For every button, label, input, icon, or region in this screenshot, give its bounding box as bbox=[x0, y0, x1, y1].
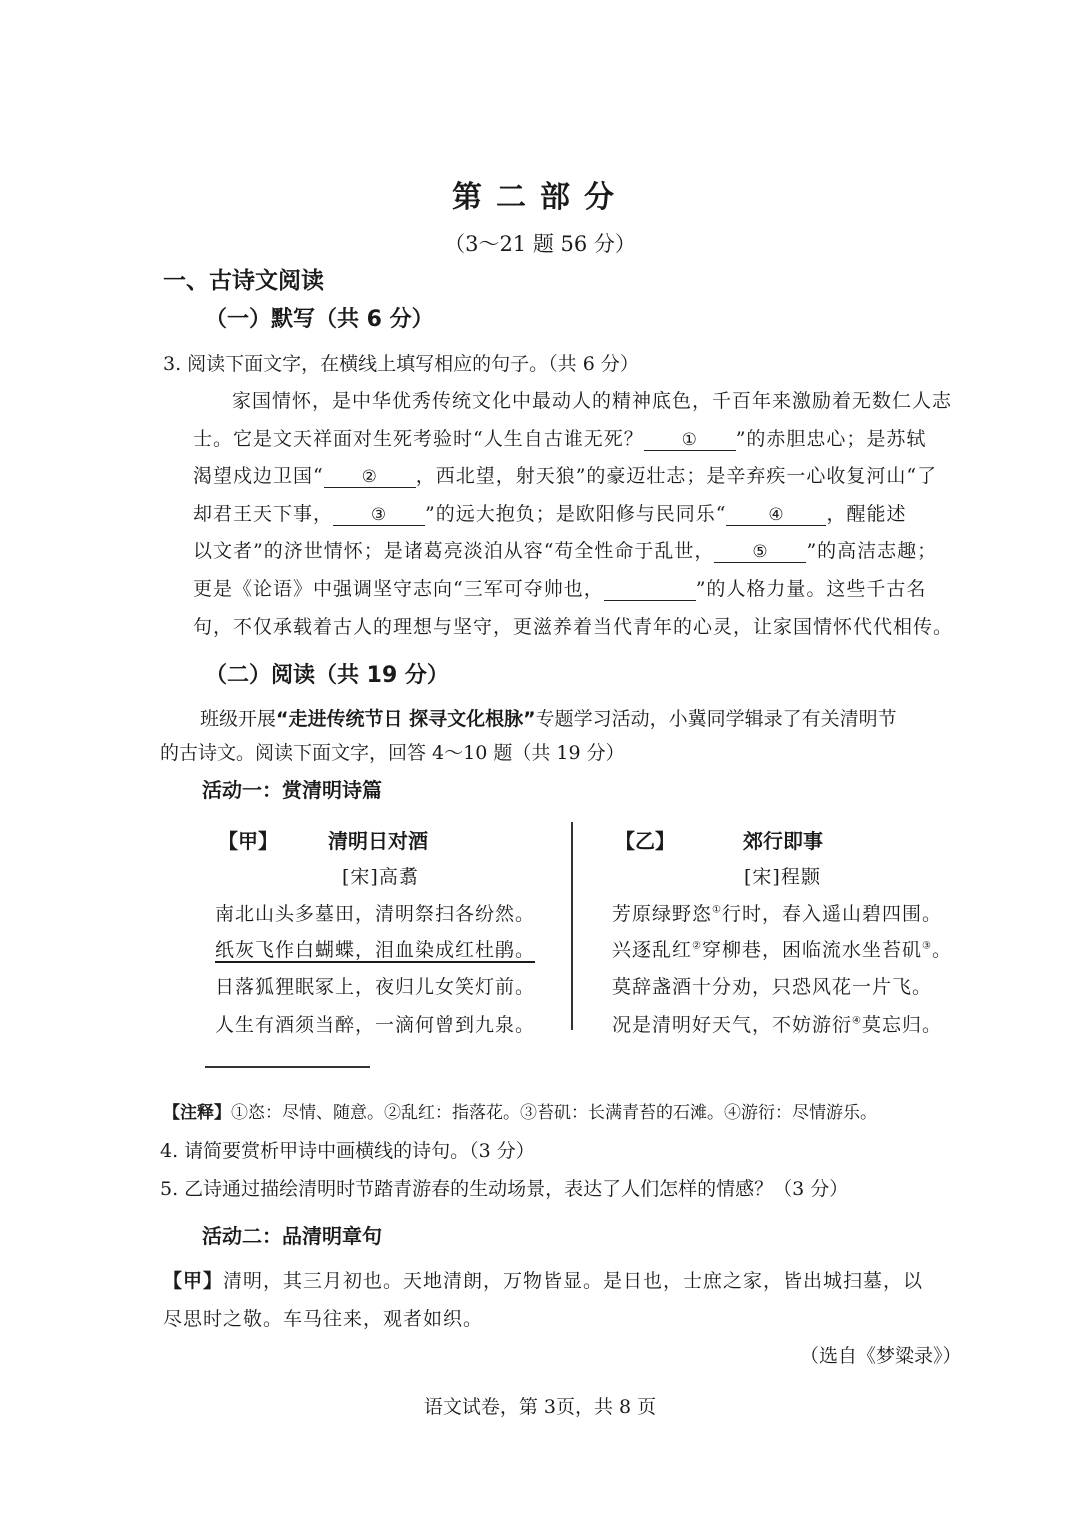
question-4: 4. 请简要赏析甲诗中画横线的诗句。（3 分） bbox=[160, 1140, 535, 1162]
poem-yi-author: [宋]程颢 bbox=[744, 866, 821, 888]
poem-yi-line: 况是清明好天气，不妨游衍④莫忘归。 bbox=[612, 1014, 942, 1036]
subsection-heading-reading: （二）阅读（共 19 分） bbox=[205, 663, 449, 688]
poem-jia-line: 日落狐狸眠冢上，夜归儿女笑灯前。 bbox=[215, 976, 536, 998]
poem-yi-line: 芳原绿野恣①行时，春入遥山碧四围。 bbox=[612, 903, 942, 925]
fill-blank[interactable]: ① bbox=[644, 429, 736, 451]
passage-line: 家国情怀，是中华优秀传统文化中最动人的精神底色，千百年来激励着无数仁人志 bbox=[232, 390, 953, 412]
poem-jia-tag: 【甲】 bbox=[218, 829, 278, 853]
poem-jia-title: 清明日对酒 bbox=[328, 829, 428, 853]
poem-yi-tag: 【乙】 bbox=[615, 829, 675, 853]
poem-jia-author: [宋]高翥 bbox=[342, 866, 419, 888]
poem-jia-line: 南北山头多墓田，清明祭扫各纷然。 bbox=[215, 903, 536, 925]
poem-jia-line-underlined: 纸灰飞作白蝴蝶，泪血染成红杜鹃。 bbox=[215, 939, 536, 961]
question-3-prompt: 3. 阅读下面文字，在横线上填写相应的句子。（共 6 分） bbox=[163, 353, 639, 375]
part-title: 第二部分 bbox=[452, 180, 628, 215]
passage-line: 却君王天下事， ③ ”的远大抱负；是欧阳修与民同乐“ ④ ，醒能述 bbox=[193, 503, 907, 525]
section-heading: 一、古诗文阅读 bbox=[163, 268, 324, 294]
footnote-divider bbox=[205, 1066, 370, 1068]
reading-intro: 班级开展“走进传统节日 探寻文化根脉”专题学习活动，小冀同学辑录了有关清明节 bbox=[200, 708, 897, 730]
fill-blank[interactable]: ③ bbox=[333, 504, 425, 526]
poem-yi-line: 莫辞盏酒十分劝，只恐风花一片飞。 bbox=[612, 976, 933, 998]
poem-jia-line: 人生有酒须当醉，一滴何曾到九泉。 bbox=[215, 1014, 536, 1036]
fill-blank[interactable]: ④ bbox=[726, 504, 826, 526]
passage-line: 士。它是文天祥面对生死考验时“人生自古谁无死？ ① ”的赤胆忠心；是苏轼 bbox=[193, 428, 927, 450]
fill-blank[interactable]: ② bbox=[324, 466, 416, 488]
part-subtitle: （3～21 题 56 分） bbox=[444, 232, 636, 256]
poem-yi-title: 郊行即事 bbox=[743, 829, 823, 853]
passage-line: 句，不仅承载着古人的理想与坚守，更滋养着当代青年的心灵，让家国情怀代代相传。 bbox=[193, 616, 954, 638]
passage-line: 更是《论语》中强调坚守志向“三军可夺帅也， ”的人格力量。这些千古名 bbox=[193, 578, 927, 600]
reading-intro-line2: 的古诗文。阅读下面文字，回答 4～10 题（共 19 分） bbox=[160, 742, 625, 764]
annotation: 【注释】①恣：尽情、随意。②乱红：指落花。③苔矶：长满青苔的石滩。④游衍：尽情游乐。 bbox=[163, 1103, 877, 1123]
fill-blank[interactable]: ⑤ bbox=[714, 541, 806, 563]
passage-line: 渴望戍边卫国“ ② ，西北望，射天狼”的豪迈壮志；是辛弃疾一心收复河山“了 bbox=[193, 465, 938, 487]
fill-blank[interactable] bbox=[604, 579, 696, 601]
poem-yi-line: 兴逐乱红②穿柳巷，困临流水坐苔矶③。 bbox=[612, 939, 952, 961]
question-5: 5. 乙诗通过描绘清明时节踏青游春的生动场景，表达了人们怎样的情感？（3 分） bbox=[160, 1178, 849, 1200]
prose-jia-line: 【甲】清明，其三月初也。天地清朗，万物皆显。是日也，士庶之家，皆出城扫墓，以 bbox=[163, 1270, 924, 1292]
prose-jia-line: 尽思时之敬。车马往来，观者如织。 bbox=[163, 1308, 484, 1330]
prose-source: （选自《梦粱录》） bbox=[800, 1345, 962, 1367]
page-footer: 语文试卷，第 3页，共 8 页 bbox=[423, 1396, 657, 1418]
activity-2-heading: 活动二：品清明章句 bbox=[202, 1224, 382, 1248]
subsection-heading-dictation: （一）默写（共 6 分） bbox=[205, 307, 434, 332]
column-divider bbox=[571, 822, 573, 1030]
activity-1-heading: 活动一：赏清明诗篇 bbox=[202, 778, 382, 802]
passage-line: 以文者”的济世情怀；是诸葛亮淡泊从容“苟全性命于乱世， ⑤ ”的高洁志趣； bbox=[193, 540, 938, 562]
